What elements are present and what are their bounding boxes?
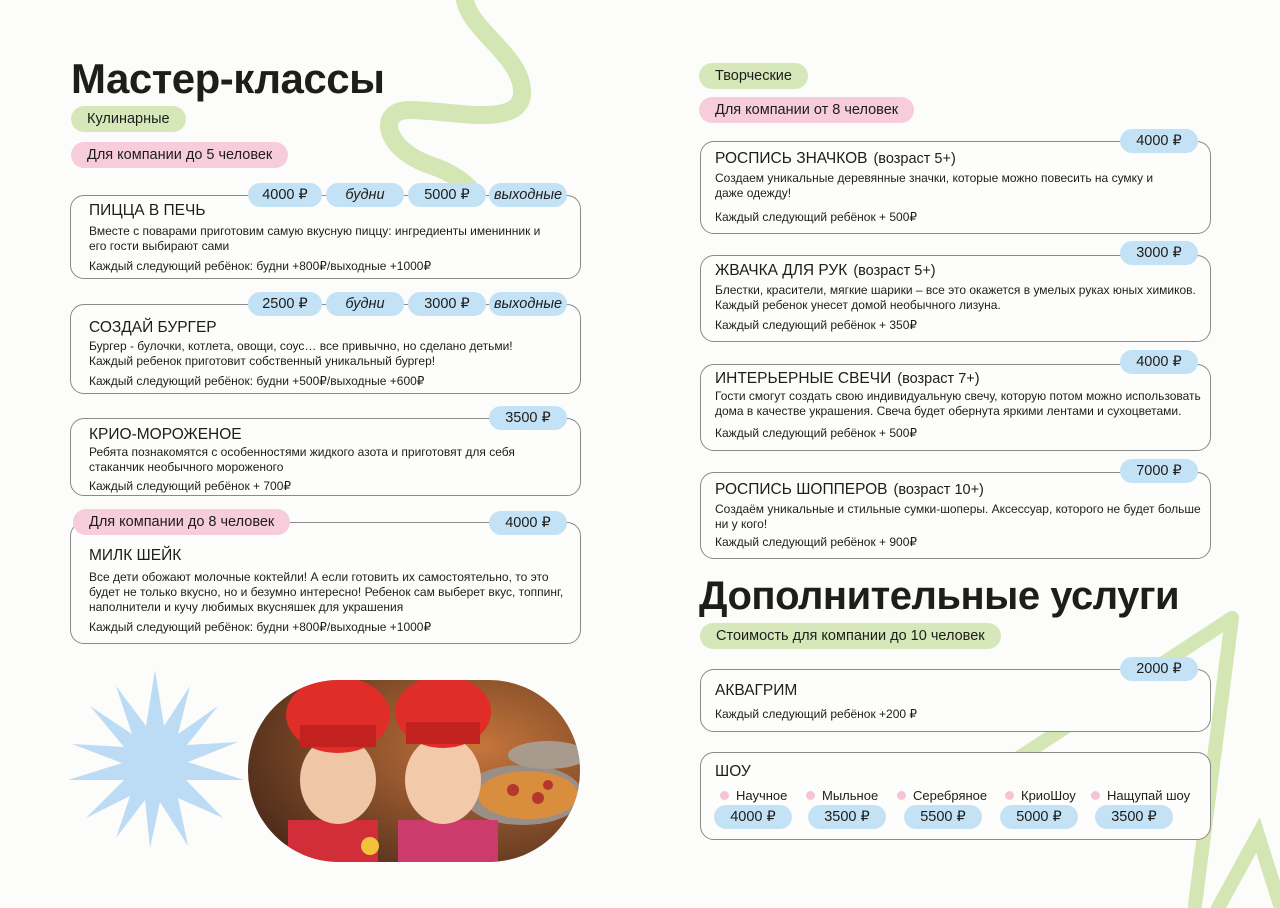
show-item: Серебряное xyxy=(897,788,987,803)
show-item: Мыльное xyxy=(806,788,878,803)
card-description: Вместе с поварами приготовим самую вкусную пиццу: ингредиенты именинник и его гости выбирают сами xyxy=(89,224,541,253)
card-title: РОСПИСЬ ЗНАЧКОВ (возраст 5+) xyxy=(715,150,956,167)
card-extra-price: Каждый следующий ребёнок: будни +800₽/выходные +1000₽ xyxy=(89,620,432,634)
card-burger xyxy=(70,304,581,394)
weekday-tag: будни xyxy=(326,183,404,207)
card-title: ИНТЕРЬЕРНЫЕ СВЕЧИ (возраст 7+) xyxy=(715,370,980,387)
show-item: КриоШоу xyxy=(1005,788,1076,803)
price-tag: 5500 ₽ xyxy=(904,805,982,829)
kids-chef-photo xyxy=(248,670,580,862)
card-title: ПИЦЦА В ПЕЧЬ xyxy=(89,202,206,219)
card-hand-gum xyxy=(700,255,1211,342)
card-extra-price: Каждый следующий ребёнок + 500₽ xyxy=(715,426,918,440)
price-tag: 4000 ₽ xyxy=(714,805,792,829)
weekend-tag: выходные xyxy=(489,292,567,316)
star-shape xyxy=(68,670,244,848)
card-title: МИЛК ШЕЙК xyxy=(89,547,182,564)
weekday-tag: будни xyxy=(326,292,404,316)
card-description: Ребята познакомятся с особенностями жидкого азота и приготовят для себя стаканчик необычного мороженого xyxy=(89,445,515,474)
price-tag: 3000 ₽ xyxy=(1120,241,1198,265)
card-description: Все дети обожают молочные коктейли! А если готовить их самостоятельно, то это будет не только вкусно, но и безумно интересно! Ребенок сам выберет вкус, топпинг, наполнители и кучу любимых вкусняшек для украшения xyxy=(89,570,564,614)
price-tag: 4000 ₽ xyxy=(1120,129,1198,153)
section-title-extra: Дополнительные услуги xyxy=(699,574,1180,618)
price-tag: 4000 ₽ xyxy=(248,183,322,207)
price-tag: 5000 ₽ xyxy=(1000,805,1078,829)
price-tag: 4000 ₽ xyxy=(489,511,567,535)
price-tag: 3500 ₽ xyxy=(1095,805,1173,829)
card-description: Гости смогут создать свою индивидуальную свечу, которую потом можно использовать дома в качестве украшения. Свеча будет обернута яркими лентами и сухоцветами. xyxy=(715,389,1201,418)
price-tag: 3500 ₽ xyxy=(808,805,886,829)
weekend-tag: выходные xyxy=(489,183,567,207)
card-extra-price: Каждый следующий ребёнок: будни +500₽/выходные +600₽ xyxy=(89,374,425,388)
price-tag: 7000 ₽ xyxy=(1120,459,1198,483)
card-description: Бургер - булочки, котлета, овощи, соус… все привычно, но сделано детьми! Каждый ребенок приготовит собственный уникальный бургер! xyxy=(89,339,513,368)
group-up-to-5: Для компании до 5 человек xyxy=(71,142,288,168)
category-creative: Творческие xyxy=(699,63,808,89)
page-title: Мастер-классы xyxy=(71,55,385,102)
show-item: Научное xyxy=(720,788,787,803)
price-tag: 3500 ₽ xyxy=(489,406,567,430)
category-culinary: Кулинарные xyxy=(71,106,186,132)
price-tag: 2500 ₽ xyxy=(248,292,322,316)
card-extra-price: Каждый следующий ребёнок + 900₽ xyxy=(715,535,918,549)
group-from-8: Для компании от 8 человек xyxy=(699,97,914,123)
card-candles xyxy=(700,364,1211,451)
card-extra-price: Каждый следующий ребёнок: будни +800₽/выходные +1000₽ xyxy=(89,259,432,273)
card-title: РОСПИСЬ ШОППЕРОВ (возраст 10+) xyxy=(715,481,984,498)
card-extra-price: Каждый следующий ребёнок +200 ₽ xyxy=(715,707,918,721)
bullet-dot xyxy=(1005,791,1014,800)
card-description: Создаём уникальные и стильные сумки-шоперы. Аксессуар, которого не будет больше ни у кого! xyxy=(715,502,1201,531)
card-description: Блестки, красители, мягкие шарики – все это окажется в умелых руках юных химиков. Каждый ребенок унесет домой необычного лизуна. xyxy=(715,283,1196,312)
bullet-dot xyxy=(1091,791,1100,800)
card-milkshake xyxy=(70,522,581,644)
bullet-dot xyxy=(720,791,729,800)
card-title: ШОУ xyxy=(715,763,751,780)
card-title: ЖВАЧКА ДЛЯ РУК (возраст 5+) xyxy=(715,262,936,279)
card-badges xyxy=(700,141,1211,234)
bullet-dot xyxy=(897,791,906,800)
card-extra-price: Каждый следующий ребёнок + 700₽ xyxy=(89,479,292,493)
group-up-to-10: Стоимость для компании до 10 человек xyxy=(700,623,1001,649)
group-up-to-8: Для компании до 8 человек xyxy=(73,509,290,535)
card-title: КРИО-МОРОЖЕНОЕ xyxy=(89,426,242,443)
price-tag: 3000 ₽ xyxy=(408,292,486,316)
card-title: АКВАГРИМ xyxy=(715,682,798,699)
price-tag: 4000 ₽ xyxy=(1120,350,1198,374)
show-item: Нащупай шоу xyxy=(1091,788,1190,803)
card-extra-price: Каждый следующий ребёнок + 350₽ xyxy=(715,318,918,332)
card-description: Создаем уникальные деревянные значки, которые можно повесить на сумку и даже одежду! xyxy=(715,171,1154,200)
price-tag: 2000 ₽ xyxy=(1120,657,1198,681)
card-title: СОЗДАЙ БУРГЕР xyxy=(89,319,217,336)
price-tag: 5000 ₽ xyxy=(408,183,486,207)
card-extra-price: Каждый следующий ребёнок + 500₽ xyxy=(715,210,918,224)
bullet-dot xyxy=(806,791,815,800)
card-shoppers xyxy=(700,472,1211,559)
card-pizza xyxy=(70,195,581,279)
